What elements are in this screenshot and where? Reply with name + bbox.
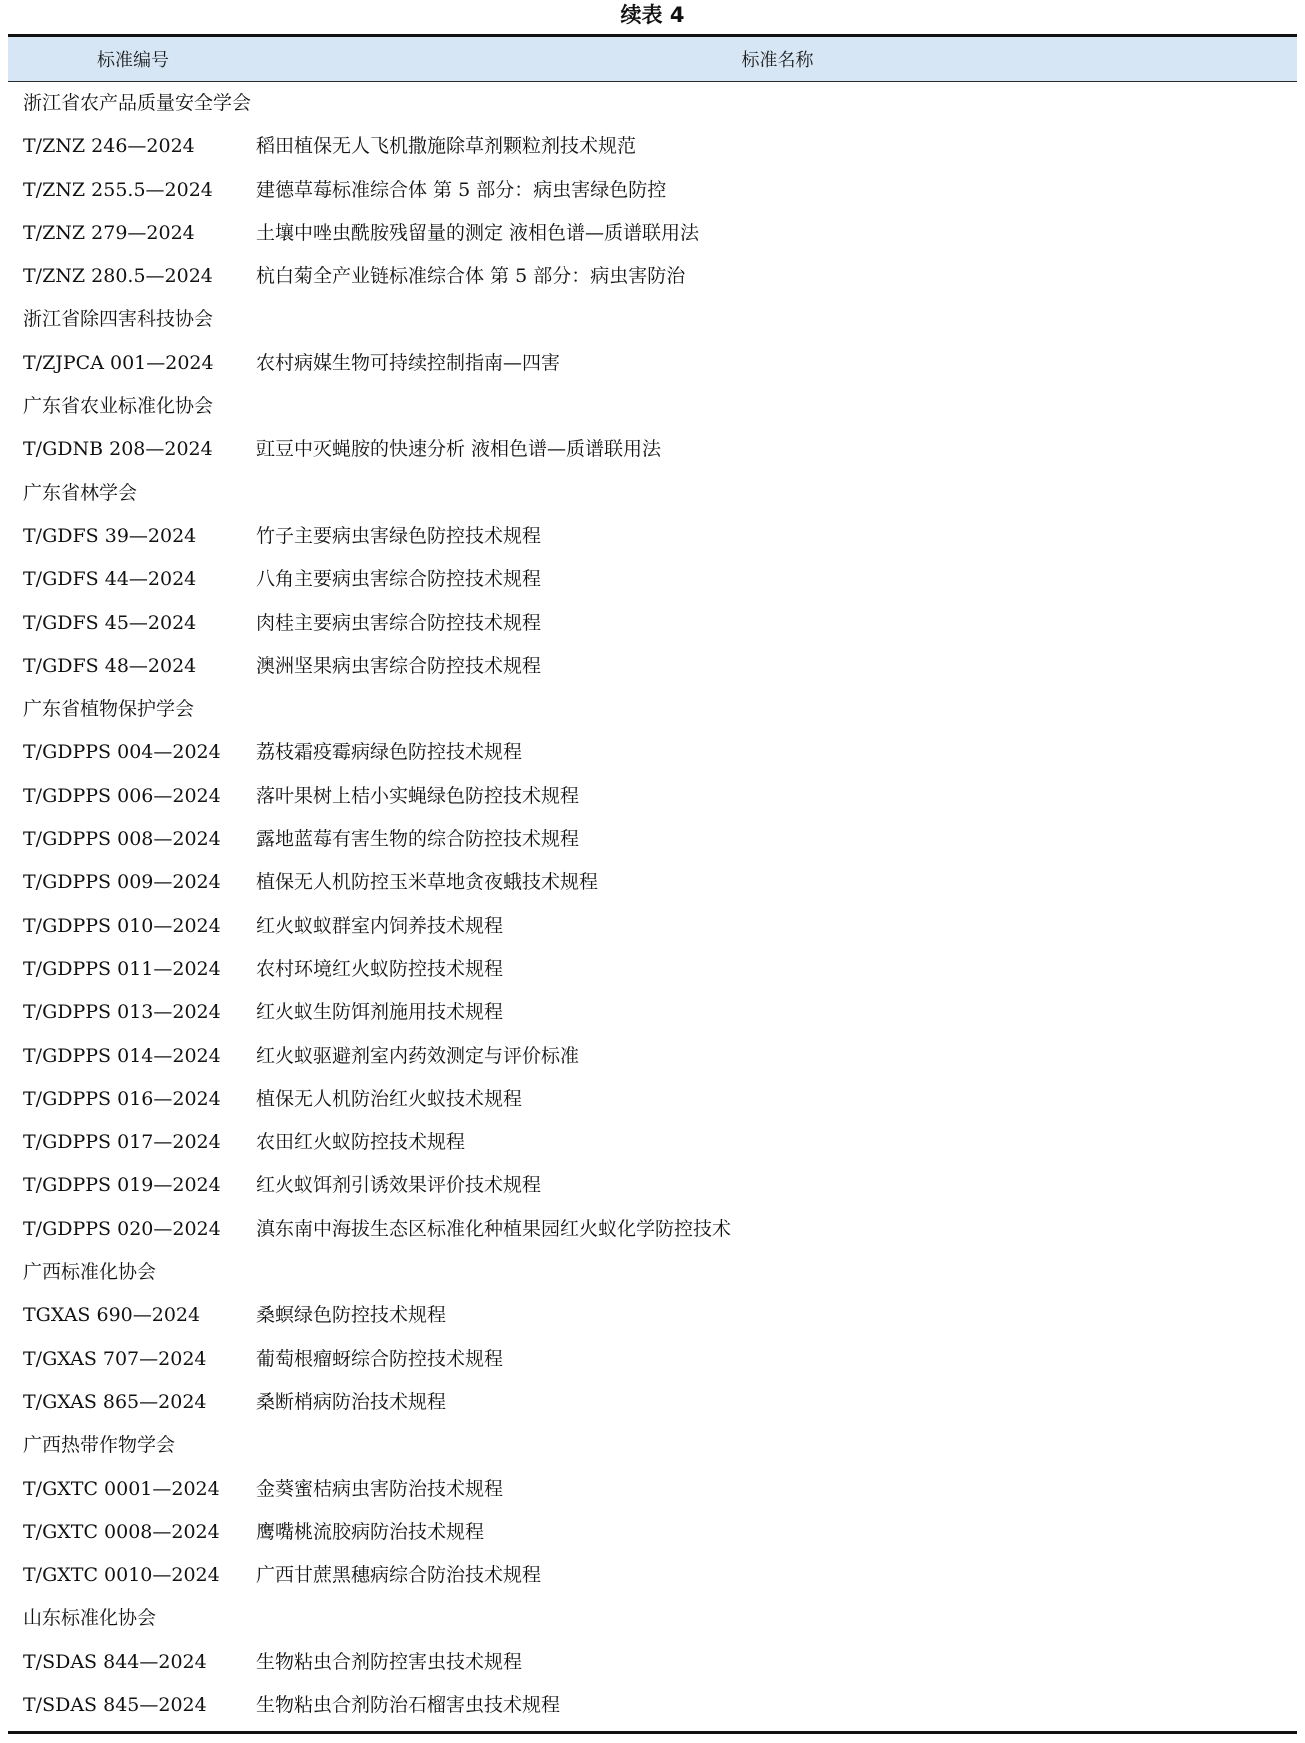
standard-name: 八角主要病虫害综合防控技术规程 xyxy=(256,568,542,591)
table-header xyxy=(8,37,1297,82)
standard-name: 植保无人机防控玉米草地贪夜蛾技术规程 xyxy=(256,871,599,894)
standard-name: 桑螟绿色防控技术规程 xyxy=(256,1304,447,1327)
standard-name: 桑断梢病防治技术规程 xyxy=(256,1390,447,1413)
table-row xyxy=(8,905,1297,948)
organization-row: 广东省农业标准化协会 xyxy=(23,395,214,418)
standard-name: 农村环境红火蚁防控技术规程 xyxy=(256,957,504,980)
table-row xyxy=(8,861,1297,904)
standard-name: 土壤中唑虫酰胺残留量的测定 液相色谱—质谱联用法 xyxy=(256,221,700,244)
organization-row: 广东省植物保护学会 xyxy=(23,698,195,721)
standard-name: 建德草莓标准综合体 第 5 部分：病虫害绿色防控 xyxy=(256,178,667,201)
organization-row: 广西热带作物学会 xyxy=(23,1434,176,1457)
standard-code: T/ZNZ 255.5—2024 xyxy=(23,178,213,201)
standard-name: 植保无人机防治红火蚁技术规程 xyxy=(256,1087,523,1110)
table-caption: 续表 4 xyxy=(620,3,685,27)
standard-name: 生物粘虫合剂防控害虫技术规程 xyxy=(256,1650,523,1673)
table-row xyxy=(8,169,1297,212)
table-row xyxy=(8,1164,1297,1207)
standards-table xyxy=(8,34,1297,1734)
table-row xyxy=(8,991,1297,1034)
standard-name: 落叶果树上桔小实蝇绿色防控技术规程 xyxy=(256,784,580,807)
table-row xyxy=(8,342,1297,385)
organization-row: 浙江省农产品质量安全学会 xyxy=(23,92,252,114)
standard-name: 鹰嘴桃流胶病防治技术规程 xyxy=(256,1520,485,1543)
standard-name: 金葵蜜桔病虫害防治技术规程 xyxy=(256,1477,504,1500)
header-standard-code: 标准编号 xyxy=(97,50,169,71)
standard-name: 红火蚁驱避剂室内药效测定与评价标准 xyxy=(256,1044,580,1067)
standard-code: T/GDFS 39—2024 xyxy=(23,524,197,547)
table-row xyxy=(8,515,1297,558)
standard-name: 葡萄根瘤蚜综合防控技术规程 xyxy=(256,1347,504,1370)
standard-code: T/GXTC 0001—2024 xyxy=(23,1477,220,1500)
table-row xyxy=(8,775,1297,818)
table-row xyxy=(8,1338,1297,1381)
standard-code: T/GDPPS 008—2024 xyxy=(23,828,221,851)
standard-code: T/GDPPS 019—2024 xyxy=(23,1174,221,1197)
standard-name: 广西甘蔗黑穗病综合防治技术规程 xyxy=(256,1564,542,1587)
table-row xyxy=(8,1511,1297,1554)
table-row xyxy=(8,1468,1297,1511)
standard-code: T/GDNB 208—2024 xyxy=(23,438,213,461)
standard-name: 荔枝霜疫霉病绿色防控技术规程 xyxy=(256,741,523,764)
standard-name: 农村病媒生物可持续控制指南—四害 xyxy=(256,351,561,374)
table-row xyxy=(8,1381,1297,1424)
standard-code: T/ZJPCA 001—2024 xyxy=(23,351,214,374)
table-row xyxy=(8,428,1297,471)
table-row xyxy=(8,818,1297,861)
standard-code: T/GDFS 48—2024 xyxy=(23,654,197,677)
organization-row: 广东省林学会 xyxy=(23,481,138,504)
table-row xyxy=(8,1121,1297,1164)
table-row xyxy=(8,558,1297,601)
bottom-rule xyxy=(8,1731,1297,1734)
header-standard-name: 标准名称 xyxy=(741,50,814,71)
standard-name: 竹子主要病虫害绿色防控技术规程 xyxy=(256,524,542,547)
standard-code: T/GXTC 0008—2024 xyxy=(23,1520,220,1543)
standard-code: T/GDPPS 014—2024 xyxy=(23,1044,221,1067)
organization-row: 浙江省除四害科技协会 xyxy=(23,308,214,331)
standard-name: 露地蓝莓有害生物的综合防控技术规程 xyxy=(256,828,580,851)
standard-name: 红火蚁饵剂引诱效果评价技术规程 xyxy=(256,1174,542,1197)
standard-code: T/GDPPS 010—2024 xyxy=(23,914,221,937)
standard-code: T/GDPPS 020—2024 xyxy=(23,1217,221,1240)
table-row xyxy=(8,1294,1297,1337)
organization-row: 山东标准化协会 xyxy=(23,1607,157,1630)
standard-code: T/ZNZ 246—2024 xyxy=(23,135,195,158)
table-row xyxy=(8,948,1297,991)
standard-name: 肉桂主要病虫害综合防控技术规程 xyxy=(256,611,542,634)
standard-name: 稻田植保无人飞机撒施除草剂颗粒剂技术规范 xyxy=(256,135,637,158)
standard-name: 滇东南中海拔生态区标准化种植果园红火蚁化学防控技术 xyxy=(256,1217,732,1240)
table-row xyxy=(8,1208,1297,1251)
standard-code: T/ZNZ 279—2024 xyxy=(23,221,195,244)
standard-code: T/ZNZ 280.5—2024 xyxy=(23,265,213,288)
standard-code: T/GDPPS 016—2024 xyxy=(23,1087,221,1110)
table-row xyxy=(8,1641,1297,1684)
standard-code: T/GDPPS 017—2024 xyxy=(23,1131,221,1154)
standard-code: T/GDPPS 011—2024 xyxy=(23,957,221,980)
standard-code: T/GDPPS 006—2024 xyxy=(23,784,221,807)
table-body xyxy=(8,82,1297,1727)
standard-code: T/GDPPS 013—2024 xyxy=(23,1001,221,1024)
standard-name: 红火蚁生防饵剂施用技术规程 xyxy=(256,1001,504,1024)
standard-code: TGXAS 690—2024 xyxy=(23,1304,201,1327)
table-row xyxy=(8,1078,1297,1121)
standard-name: 豇豆中灭蝇胺的快速分析 液相色谱—质谱联用法 xyxy=(256,438,662,461)
standard-name: 澳洲坚果病虫害综合防控技术规程 xyxy=(256,654,542,677)
standard-code: T/GXAS 865—2024 xyxy=(23,1390,207,1413)
standard-code: T/GXAS 707—2024 xyxy=(23,1347,207,1370)
standard-name: 农田红火蚁防控技术规程 xyxy=(256,1131,466,1154)
table-row xyxy=(8,1684,1297,1727)
table-row xyxy=(8,1554,1297,1597)
table-row xyxy=(8,255,1297,298)
standard-name: 杭白菊全产业链标准综合体 第 5 部分：病虫害防治 xyxy=(256,265,686,288)
table-row xyxy=(8,125,1297,168)
standard-code: T/GXTC 0010—2024 xyxy=(23,1564,220,1587)
standard-name: 生物粘虫合剂防治石榴害虫技术规程 xyxy=(256,1693,561,1716)
standard-code: T/GDFS 44—2024 xyxy=(23,568,197,591)
table-row xyxy=(8,212,1297,255)
organization-row: 广西标准化协会 xyxy=(23,1261,157,1284)
standard-code: T/SDAS 844—2024 xyxy=(23,1650,207,1673)
table-row xyxy=(8,1035,1297,1078)
standard-name: 红火蚁蚁群室内饲养技术规程 xyxy=(256,914,504,937)
standard-code: T/SDAS 845—2024 xyxy=(23,1693,207,1716)
table-row xyxy=(8,645,1297,688)
table-row xyxy=(8,731,1297,774)
standard-code: T/GDFS 45—2024 xyxy=(23,611,197,634)
standard-code: T/GDPPS 004—2024 xyxy=(23,741,221,764)
table-row xyxy=(8,602,1297,645)
standard-code: T/GDPPS 009—2024 xyxy=(23,871,221,894)
